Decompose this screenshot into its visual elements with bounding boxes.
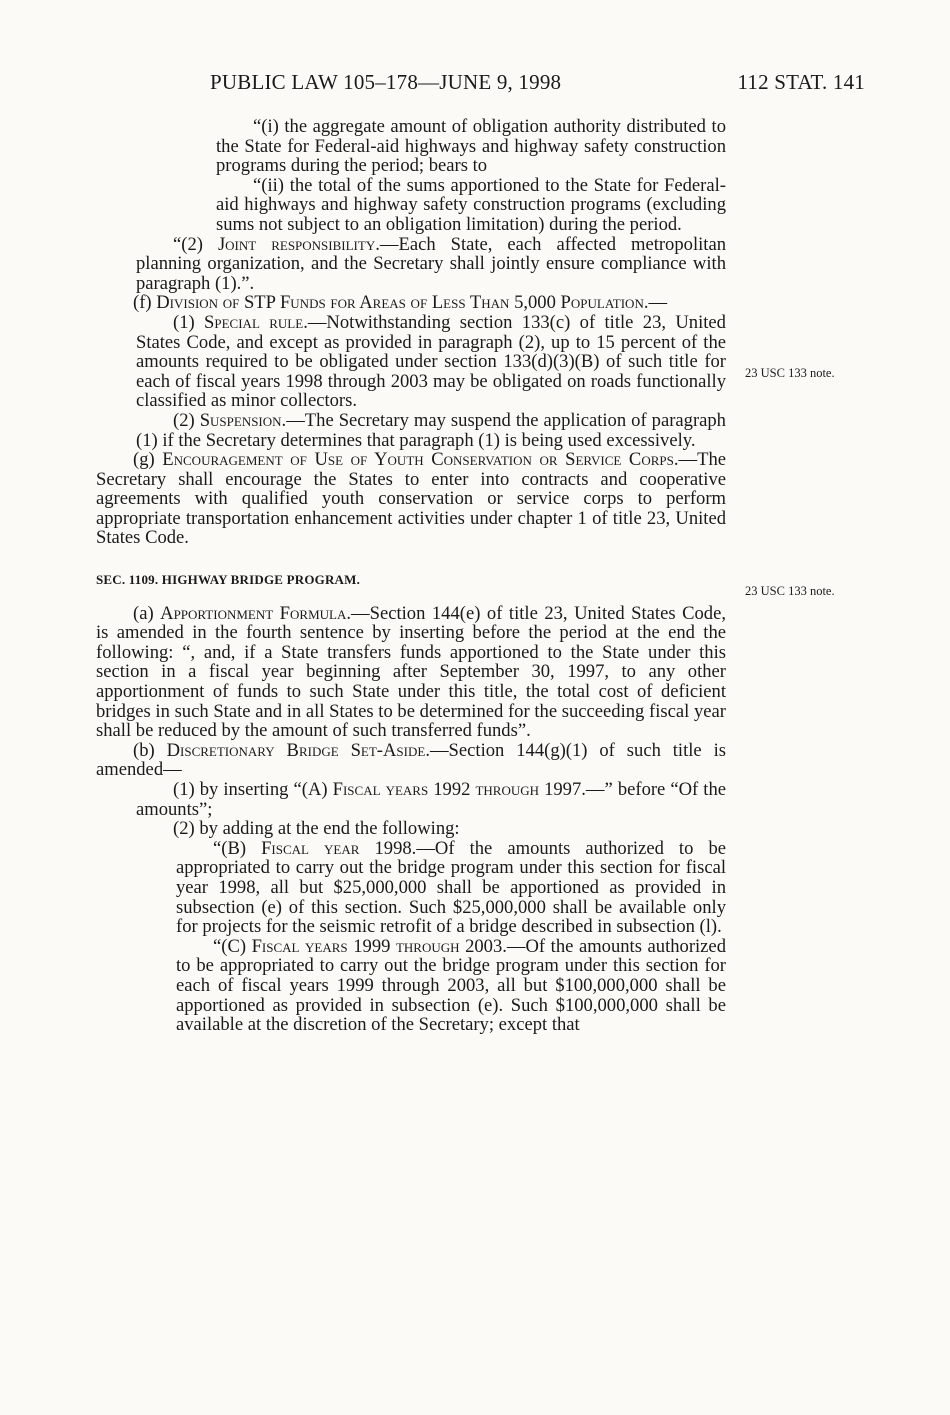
para-heading: Joint responsibility <box>217 233 376 255</box>
para-heading: Fiscal years 1999 through 2003 <box>251 935 503 957</box>
para-text: .—” before “Of the amounts”; <box>136 779 726 820</box>
paragraph-b-1 <box>96 780 726 819</box>
subsection-a <box>96 604 726 741</box>
para-heading: Fiscal years 1992 through 1997 <box>332 779 582 800</box>
para-heading: Discretionary Bridge Set-Aside <box>166 739 426 761</box>
para-lead: (2) <box>173 409 200 431</box>
subparagraph-c <box>96 937 726 1035</box>
para-text: .—The Secretary may suspend the application of paragraph (1) if the Secretary determines that paragraph (1) is being used excessively. <box>136 409 726 451</box>
section-heading: SEC. 1109. HIGHWAY BRIDGE PROGRAM. <box>96 572 361 588</box>
para-text: .—Section 144(e) of title 23, United States Code, is amended in the fourth sentence by inserting before the period at the end the following: “, and, if a State transfers funds apportioned to the State under this section in a fiscal year beginning after September 30, 1997, to any other apportionment of funds to such State under this title, the total cost of deficient bridges in such State and in all States to be determined for the succeeding fiscal year shall be reduced by the amount of such transferred funds”. <box>96 602 726 742</box>
clause-i: “(i) the aggregate amount of obligation authority distributed to the State for Federal-aid highways and highway safety construction programs during the period; bears to <box>216 116 726 177</box>
subparagraph-b <box>96 839 726 937</box>
para-lead: (g) <box>133 449 163 471</box>
para-text: .—Of the amounts authorized to be appropriated to carry out the bridge program under this section for fiscal year 1998, all but $25,000,000 shall be apportioned as provided in subsection (e) of this section. Such $25,000,000 shall be available only for projects for the seismic retrofit of a bridge described in subsection (l). <box>176 837 726 938</box>
para-heading: Fiscal year 1998 <box>261 837 412 859</box>
para-text: .—Of the amounts authorized to be appropriated to carry out the bridge program under this section for each of fiscal years 1999 through 2003, all but $100,000,000 shall be apportioned as provided in subsection (e). Such $100,000,000 shall be available at the discretion of the Secretary; except that <box>176 935 726 1036</box>
para-text: .—Section 144(g)(1) of such title is amended— <box>96 739 726 781</box>
para-lead: “(C) <box>213 935 252 957</box>
header-title: PUBLIC LAW 105–178—JUNE 9, 1998 <box>210 70 562 94</box>
para-lead: (b) <box>133 739 167 761</box>
para-lead: (1) <box>173 311 205 333</box>
paragraph-joint-responsibility <box>96 235 726 294</box>
paragraph-suspension <box>96 411 726 450</box>
para-text: .—Each State, each affected metropolitan planning organization, and the Secretary shall jointly ensure compliance with paragraph (1).”. <box>136 233 726 294</box>
para-text: .— <box>643 292 668 314</box>
subsection-f <box>96 293 726 313</box>
para-lead: (f) <box>133 292 157 314</box>
para-lead: (1) by inserting “(A) <box>173 779 333 800</box>
paragraph-b-2: (2) by adding at the end the following: <box>173 818 460 840</box>
para-text: .—Notwithstanding section 133(c) of title 23, United States Code, and except as provided in paragraph (2), up to 15 percent of the amounts required to be obligated under section 133(d)(3)(B) of such title for each of fiscal years 1998 through 2003 may be obligated on roads functionally classified as minor collectors. <box>136 311 726 412</box>
para-lead: “(B) <box>213 837 262 859</box>
para-text: .—The Secretary shall encourage the States to enter into contracts and cooperative agreements with qualified youth conservation or service corps to perform appropriate transportation enhancement activities under chapter 1 of title 23, United States Code. <box>96 449 726 549</box>
header-stat-citation: 112 STAT. 141 <box>737 70 865 94</box>
para-heading: Special rule <box>204 311 304 333</box>
para-heading: Suspension <box>199 409 282 431</box>
para-heading: Apportionment Formula <box>160 602 347 624</box>
para-heading: Encouragement of Use of Youth Conservation or Service Corps <box>162 449 674 471</box>
para-lead: (a) <box>133 602 161 624</box>
clause-ii: “(ii) the total of the sums apportioned to the State for Federal-aid highways and highway safety construction programs (excluding sums not subject to an obligation limitation) during the period. <box>216 174 726 235</box>
subsection-b <box>96 741 726 780</box>
para-heading: Division of STP Funds for Areas of Less Than 5,000 Population <box>156 292 644 314</box>
subsection-g <box>96 450 726 548</box>
margin-note-g: 23 USC 133 note. <box>745 584 835 598</box>
para-lead: “(2) <box>173 233 218 255</box>
body-text <box>96 117 726 1035</box>
paragraph-special-rule <box>96 313 726 411</box>
margin-note-f: 23 USC 133 note. <box>745 366 835 380</box>
